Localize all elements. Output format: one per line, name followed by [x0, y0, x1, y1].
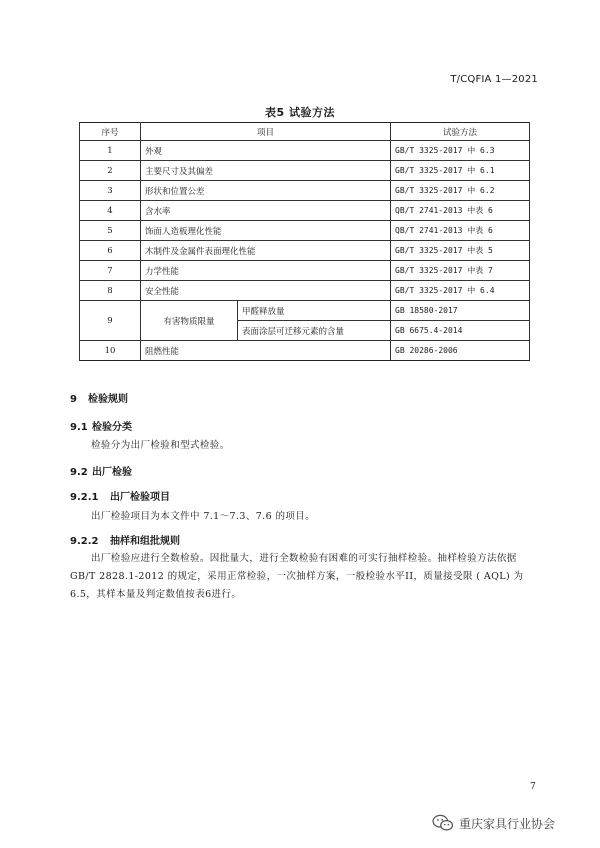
row-no: 5	[80, 221, 141, 241]
section-9-2-1-heading	[70, 488, 170, 503]
row-no: 7	[80, 261, 141, 281]
table-row	[80, 281, 530, 301]
row-method: GB/T 3325-2017 中 6.3	[391, 141, 530, 161]
row-method: GB/T 3325-2017 中 6.4	[391, 281, 530, 301]
section-number: 9	[70, 394, 77, 405]
row-method: GB 20286-2006	[391, 341, 530, 361]
table-row	[80, 341, 530, 361]
table-row	[80, 221, 530, 241]
row-method: GB/T 3325-2017 中 6.2	[391, 181, 530, 201]
section-number: 9.1	[70, 422, 88, 433]
section-title: 出厂检验项目	[110, 492, 170, 503]
section-number: 9.2.1	[70, 492, 99, 503]
section-9-2-2-text: 出厂检验应进行全数检验。因批量大，进行全数检验有困难的可实行抽样检验。抽样检验方法依据GB/T 2828.1-2012 的规定，采用正常检验，一次抽样方案，一般检验水平II，质量接受限 ( AQL) 为 6.5，其样本量及判定数值按表6进行。	[70, 553, 524, 600]
row-method: GB/T 3325-2017 中表 5	[391, 241, 530, 261]
row-item: 外观	[141, 141, 391, 161]
section-9-heading	[70, 390, 128, 405]
section-title: 出厂检验	[92, 467, 132, 478]
watermark	[432, 812, 555, 834]
table-title: 表5 试验方法	[265, 106, 335, 119]
section-9-1-text: 检验分为出厂检验和型式检验。	[91, 440, 230, 451]
section-9-2-1-text: 出厂检验项目为本文件中 7.1～7.3、7.6 的项目。	[91, 511, 316, 522]
row-item: 木制件及金属件表面理化性能	[141, 241, 391, 261]
row-method: GB/T 3325-2017 中表 7	[391, 261, 530, 281]
table-row	[80, 181, 530, 201]
row-method: GB/T 3325-2017 中 6.1	[391, 161, 530, 181]
row-method: GB 18580-2017	[391, 301, 530, 321]
table-row	[80, 241, 530, 261]
section-9-2-2-heading	[70, 532, 180, 547]
table-row	[80, 301, 530, 321]
row-item: 安全性能	[141, 281, 391, 301]
row-no: 8	[80, 281, 141, 301]
page-number: 7	[530, 782, 536, 792]
header-method: 试验方法	[391, 123, 530, 141]
row-item: 主要尺寸及其偏差	[141, 161, 391, 181]
row-item: 有害物质限量	[141, 301, 238, 341]
row-method: QB/T 2741-2013 中表 6	[391, 221, 530, 241]
row-item: 含水率	[141, 201, 391, 221]
row-item: 形状和位置公差	[141, 181, 391, 201]
row-method: GB 6675.4-2014	[391, 321, 530, 341]
table-row	[80, 161, 530, 181]
table-row	[80, 261, 530, 281]
watermark-text: 重庆家具行业协会	[459, 816, 556, 831]
section-title: 检验分类	[92, 422, 132, 433]
row-item: 力学性能	[141, 261, 391, 281]
row-no: 10	[80, 341, 141, 361]
row-no: 1	[80, 141, 141, 161]
table-row	[80, 141, 530, 161]
row-subitem: 甲醛释放量	[238, 301, 391, 321]
row-method: QB/T 2741-2013 中表 6	[391, 201, 530, 221]
section-number: 9.2	[70, 467, 88, 478]
row-no: 4	[80, 201, 141, 221]
row-no: 9	[80, 301, 141, 341]
row-item: 饰面人造板理化性能	[141, 221, 391, 241]
section-title: 抽样和组批规则	[110, 536, 180, 547]
table-row	[80, 201, 530, 221]
standard-code: T/CQFIA 1—2021	[450, 74, 538, 85]
header-item: 项目	[141, 123, 391, 141]
section-9-1-heading	[70, 418, 132, 433]
wechat-icon	[432, 814, 454, 832]
header-no: 序号	[80, 123, 141, 141]
test-methods-table	[79, 122, 530, 361]
section-9-2-heading	[70, 463, 132, 478]
section-number: 9.2.2	[70, 536, 99, 547]
table-header-row	[80, 123, 530, 141]
row-no: 3	[80, 181, 141, 201]
section-title: 检验规则	[88, 394, 128, 405]
row-item: 阻燃性能	[141, 341, 391, 361]
row-no: 6	[80, 241, 141, 261]
row-subitem: 表面涂层可迁移元素的含量	[238, 321, 391, 341]
row-no: 2	[80, 161, 141, 181]
